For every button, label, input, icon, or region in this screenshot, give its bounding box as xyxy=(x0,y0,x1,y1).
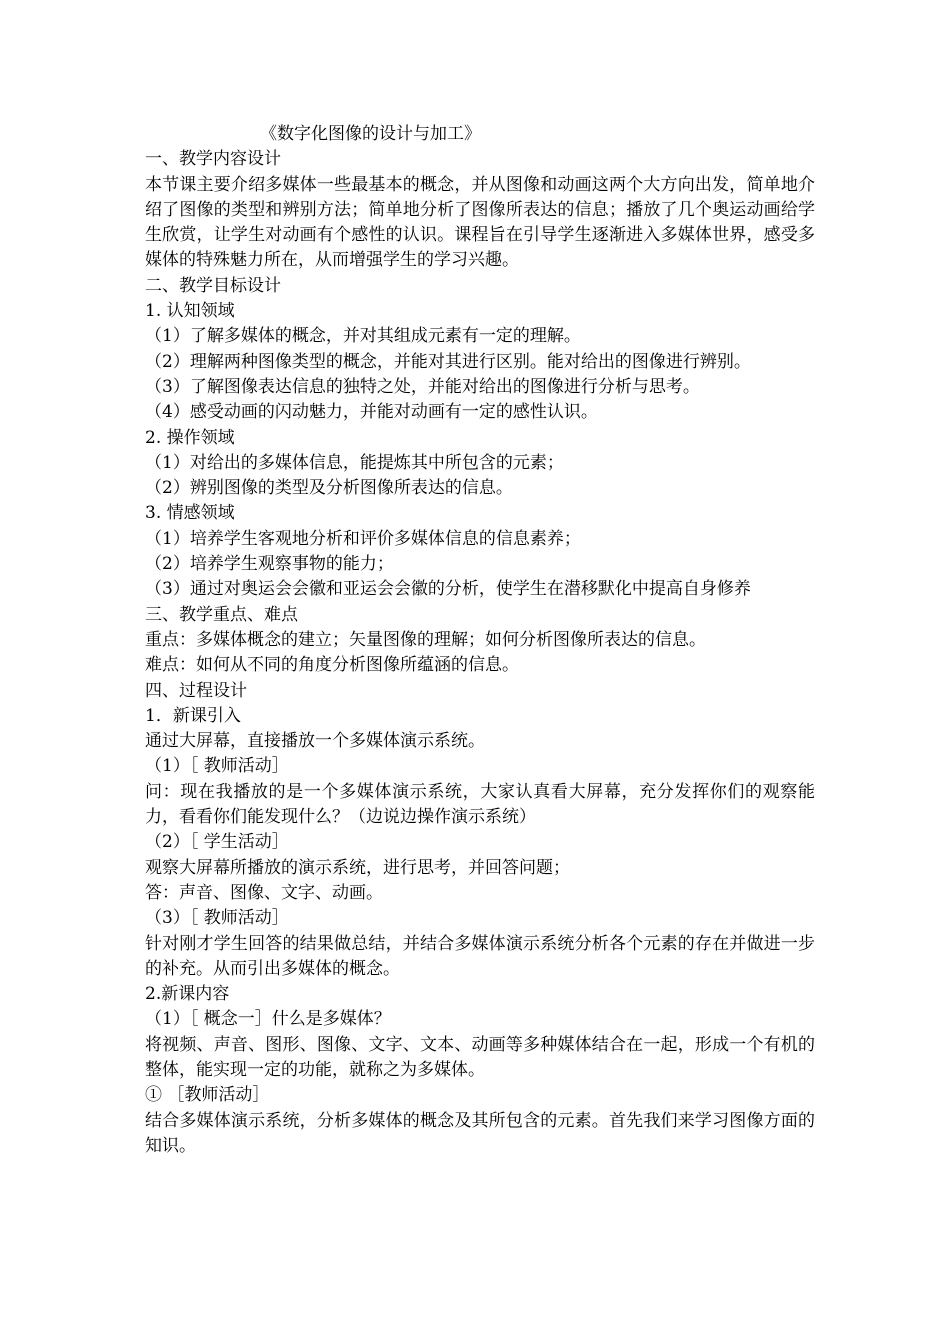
list-item: （1）了解多媒体的概念，并对其组成元素有一定的理解。 xyxy=(145,326,581,347)
text-line: 观察大屏幕所播放的演示系统，进行思考，并回答问题； xyxy=(145,857,570,878)
text-line: 通过大屏幕，直接播放一个多媒体演示系统。 xyxy=(145,731,485,752)
final-paragraph: 结合多媒体演示系统，分析多媒体的概念及其所包含的元素。首先我们来学习图像方面的知识。 xyxy=(145,1110,815,1156)
activity-label: （1）［ 教师活动］ xyxy=(145,756,289,777)
section-heading: 四、过程设计 xyxy=(145,680,247,701)
concept-label: （1）［ 概念一］什么是多媒体？ xyxy=(145,1009,391,1030)
subsection-heading: 3. 情感领域 xyxy=(145,503,235,524)
intro-paragraph: 本节课主要介绍多媒体一些最基本的概念，并从图像和动画这两个大方向出发，简单地介绍了图像的类型和辨别方法；简单地分析了图像所表达的信息；播放了几个奥运动画给学生欣赏，让学生对动画有个感性的认识。课程旨在引导学生逐渐进入多媒体世界，感受多媒体的特殊魅力所在，从而增强学生的学习兴趣。 xyxy=(145,174,815,271)
text-line: 答：声音、图像、文字、动画。 xyxy=(145,882,383,903)
section-heading: 三、教学重点、难点 xyxy=(145,604,298,625)
text-line: 难点：如何从不同的角度分析图像所蕴涵的信息。 xyxy=(145,655,519,676)
activity-label: （3）［ 教师活动］ xyxy=(145,908,289,929)
list-item: （4）感受动画的闪动魅力，并能对动画有一定的感性认识。 xyxy=(145,402,598,423)
document-body xyxy=(145,122,815,1159)
subsection-heading: 1．新课引入 xyxy=(145,705,241,726)
list-item: （1）对给出的多媒体信息，能提炼其中所包含的元素； xyxy=(145,452,564,473)
list-item: （3）了解图像表达信息的独特之处，并能对给出的图像进行分析与思考。 xyxy=(145,376,700,397)
section-heading: 一、教学内容设计 xyxy=(145,149,281,170)
activity-label: ① ［教师活动］ xyxy=(145,1085,270,1106)
definition-paragraph: 将视频、声音、图形、图像、文字、文本、动画等多种媒体结合在一起，形成一个有机的整体，能实现一定的功能，就称之为多媒体。 xyxy=(145,1034,815,1080)
section-heading: 二、教学目标设计 xyxy=(145,275,281,296)
subsection-heading: 2.新课内容 xyxy=(145,984,230,1005)
list-item: （2）培养学生观察事物的能力； xyxy=(145,554,394,575)
text-line: 重点：多媒体概念的建立；矢量图像的理解；如何分析图像所表达的信息。 xyxy=(145,629,706,650)
list-item: （3）通过对奥运会会徽和亚运会会徽的分析，使学生在潜移默化中提高自身修养 xyxy=(145,579,751,600)
summary-paragraph: 针对刚才学生回答的结果做总结，并结合多媒体演示系统分析各个元素的存在并做进一步的补充。从而引出多媒体的概念。 xyxy=(145,933,815,979)
subsection-heading: 2. 操作领域 xyxy=(145,427,235,448)
list-item: （2）辨别图像的类型及分析图像所表达的信息。 xyxy=(145,478,513,499)
activity-label: （2）［ 学生活动］ xyxy=(145,832,289,853)
teacher-question-paragraph: 问：现在我播放的是一个多媒体演示系统，大家认真看大屏幕，充分发挥你们的观察能力，看看你们能发现什么？（边说边操作演示系统） xyxy=(145,781,815,828)
list-item: （2）理解两种图像类型的概念，并能对其进行区别。能对给出的图像进行辨别。 xyxy=(145,351,751,372)
document-title: 《数字化图像的设计与加工》 xyxy=(260,124,481,144)
list-item: （1）培养学生客观地分析和评价多媒体信息的信息素养； xyxy=(145,528,581,549)
subsection-heading: 1. 认知领域 xyxy=(145,301,235,322)
